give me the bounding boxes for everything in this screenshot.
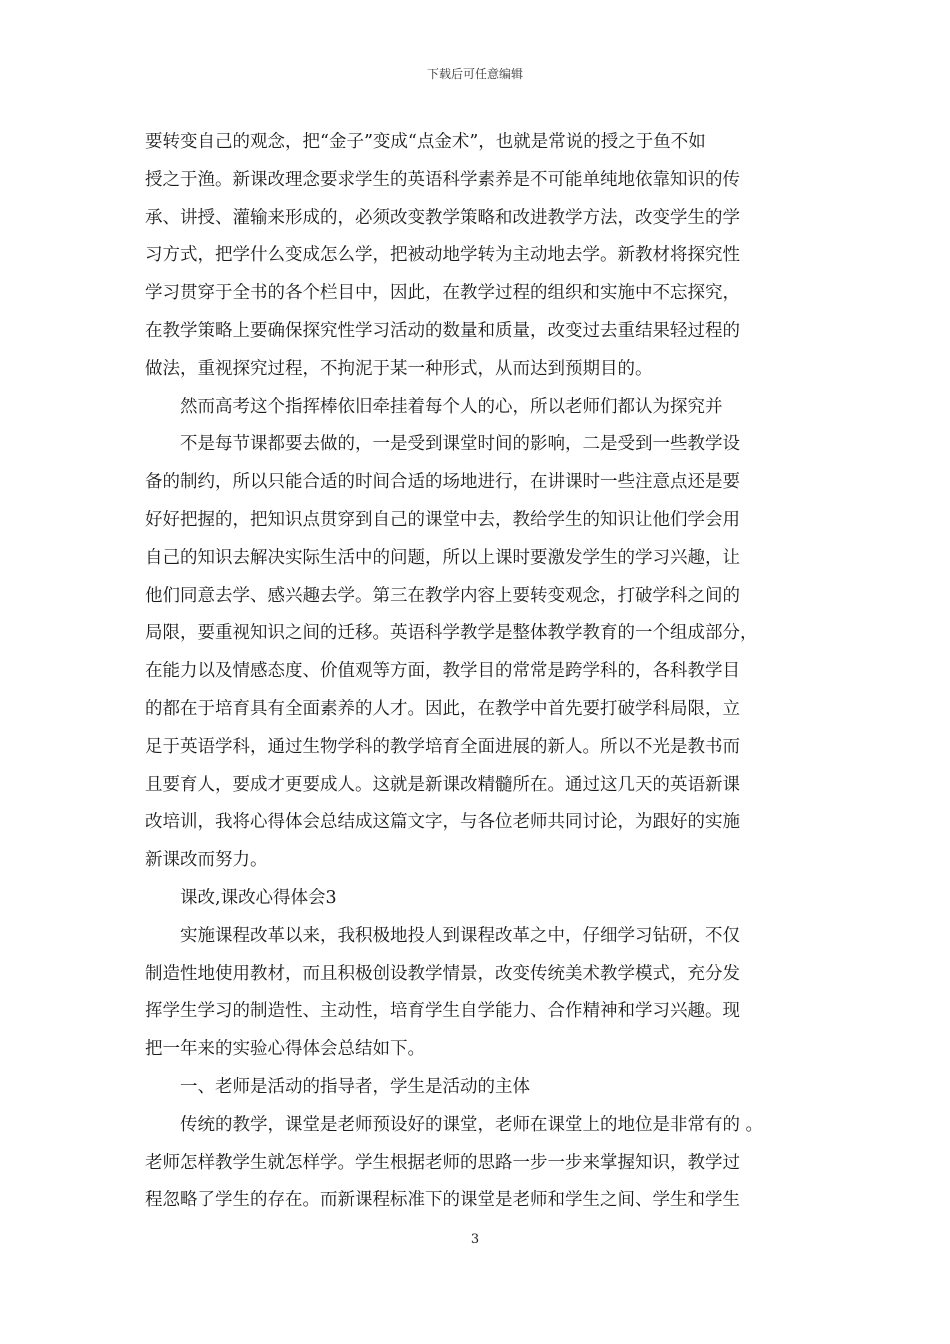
text-line: 的都在于培育具有全面素养的人才。因此，在教学中首先要打破学科局限，立 (145, 698, 740, 719)
text-line: 要转变自己的观念，把“金子”变成“点金术”，也就是常说的授之于鱼不如 (145, 132, 706, 152)
page-header: 下载后可任意编辑 (426, 67, 523, 81)
text-line: 制造性地使用教材，而且积极创设教学情景，改变传统美术教学模式，充分发 (145, 963, 740, 984)
text-line: 在教学策略上要确保探究性学习活动的数量和质量，改变过去重结果轻过程的 (145, 320, 740, 341)
paragraph-start-line: 传统的教学，课堂是老师预设好的课堂，老师在课堂上的地位是非常有的 。 (180, 1114, 764, 1135)
text-line: 挥学生学习的制造性、主动性，培育学生自学能力、合作精神和学习兴趣。现 (145, 1001, 740, 1022)
text-line: 自己的知识去解决实际生活中的问题，所以上课时要激发学生的学习兴趣，让 (145, 547, 740, 568)
section-heading: 课改,课改心得体会3 (180, 887, 337, 908)
page-number: 3 (470, 1232, 480, 1247)
text-line: 局限，要重视知识之间的迁移。英语科学教学是整体教学教育的一个组成部分， (145, 623, 758, 644)
paragraph-start-line: 实施课程改革以来，我积极地投人到课程改革之中，仔细学习钻研，不仅 (180, 925, 740, 946)
text-line: 老师怎样教学生就怎样学。学生根据老师的思路一步一步来掌握知识，教学过 (145, 1152, 740, 1173)
subsection-heading: 一、老师是活动的指导者，学生是活动的主体 (180, 1076, 530, 1097)
paragraph-start-line: 然而高考这个指挥棒依旧牵挂着每个人的心，所以老师们都认为探究并 (180, 396, 723, 417)
paragraph-start-line: 不是每节课都要去做的，一是受到课堂时间的影响，二是受到一些教学设 (180, 434, 740, 455)
text-line: 好好把握的，把知识点贯穿到自己的课堂中去，教给学生的知识让他们学会用 (145, 509, 740, 530)
text-line: 备的制约，所以只能合适的时间合适的场地进行，在讲课时一些注意点还是要 (145, 472, 740, 493)
text-line: 做法，重视探究过程，不拘泥于某一种形式，从而达到预期目的。 (145, 358, 653, 379)
text-line: 新课改而努力。 (145, 850, 268, 871)
text-line: 授之于渔。新课改理念要求学生的英语科学素养是不可能单纯地依靠知识的传 (145, 169, 740, 190)
text-line: 且要育人，要成才更要成人。这就是新课改精髓所在。通过这几天的英语新课 (145, 774, 740, 795)
text-line: 在能力以及情感态度、价值观等方面，教学目的常常是跨学科的，各科教学目 (145, 661, 740, 682)
text-line: 学习贯穿于全书的各个栏目中，因此，在教学过程的组织和实施中不忘探究， (145, 283, 740, 304)
text-line: 承、讲授、灌输来形成的，必须改变教学策略和改进教学方法，改变学生的学 (145, 207, 740, 228)
text-line: 足于英语学科，通过生物学科的教学培育全面进展的新人。所以不光是教书而 (145, 736, 740, 757)
document-body (145, 124, 811, 1220)
text-line: 改培训，我将心得体会总结成这篇文字，与各位老师共同讨论，为跟好的实施 (145, 812, 740, 833)
text-line: 他们同意去学、感兴趣去学。第三在教学内容上要转变观念，打破学科之间的 (145, 585, 740, 606)
text-line: 习方式，把学什么变成怎么学，把被动地学转为主动地去学。新教材将探究性 (145, 245, 740, 266)
text-line: 把一年来的实验心得体会总结如下。 (145, 1039, 425, 1060)
text-line: 程忽略了学生的存在。而新课程标准下的课堂是老师和学生之间、学生和学生 (145, 1190, 740, 1211)
